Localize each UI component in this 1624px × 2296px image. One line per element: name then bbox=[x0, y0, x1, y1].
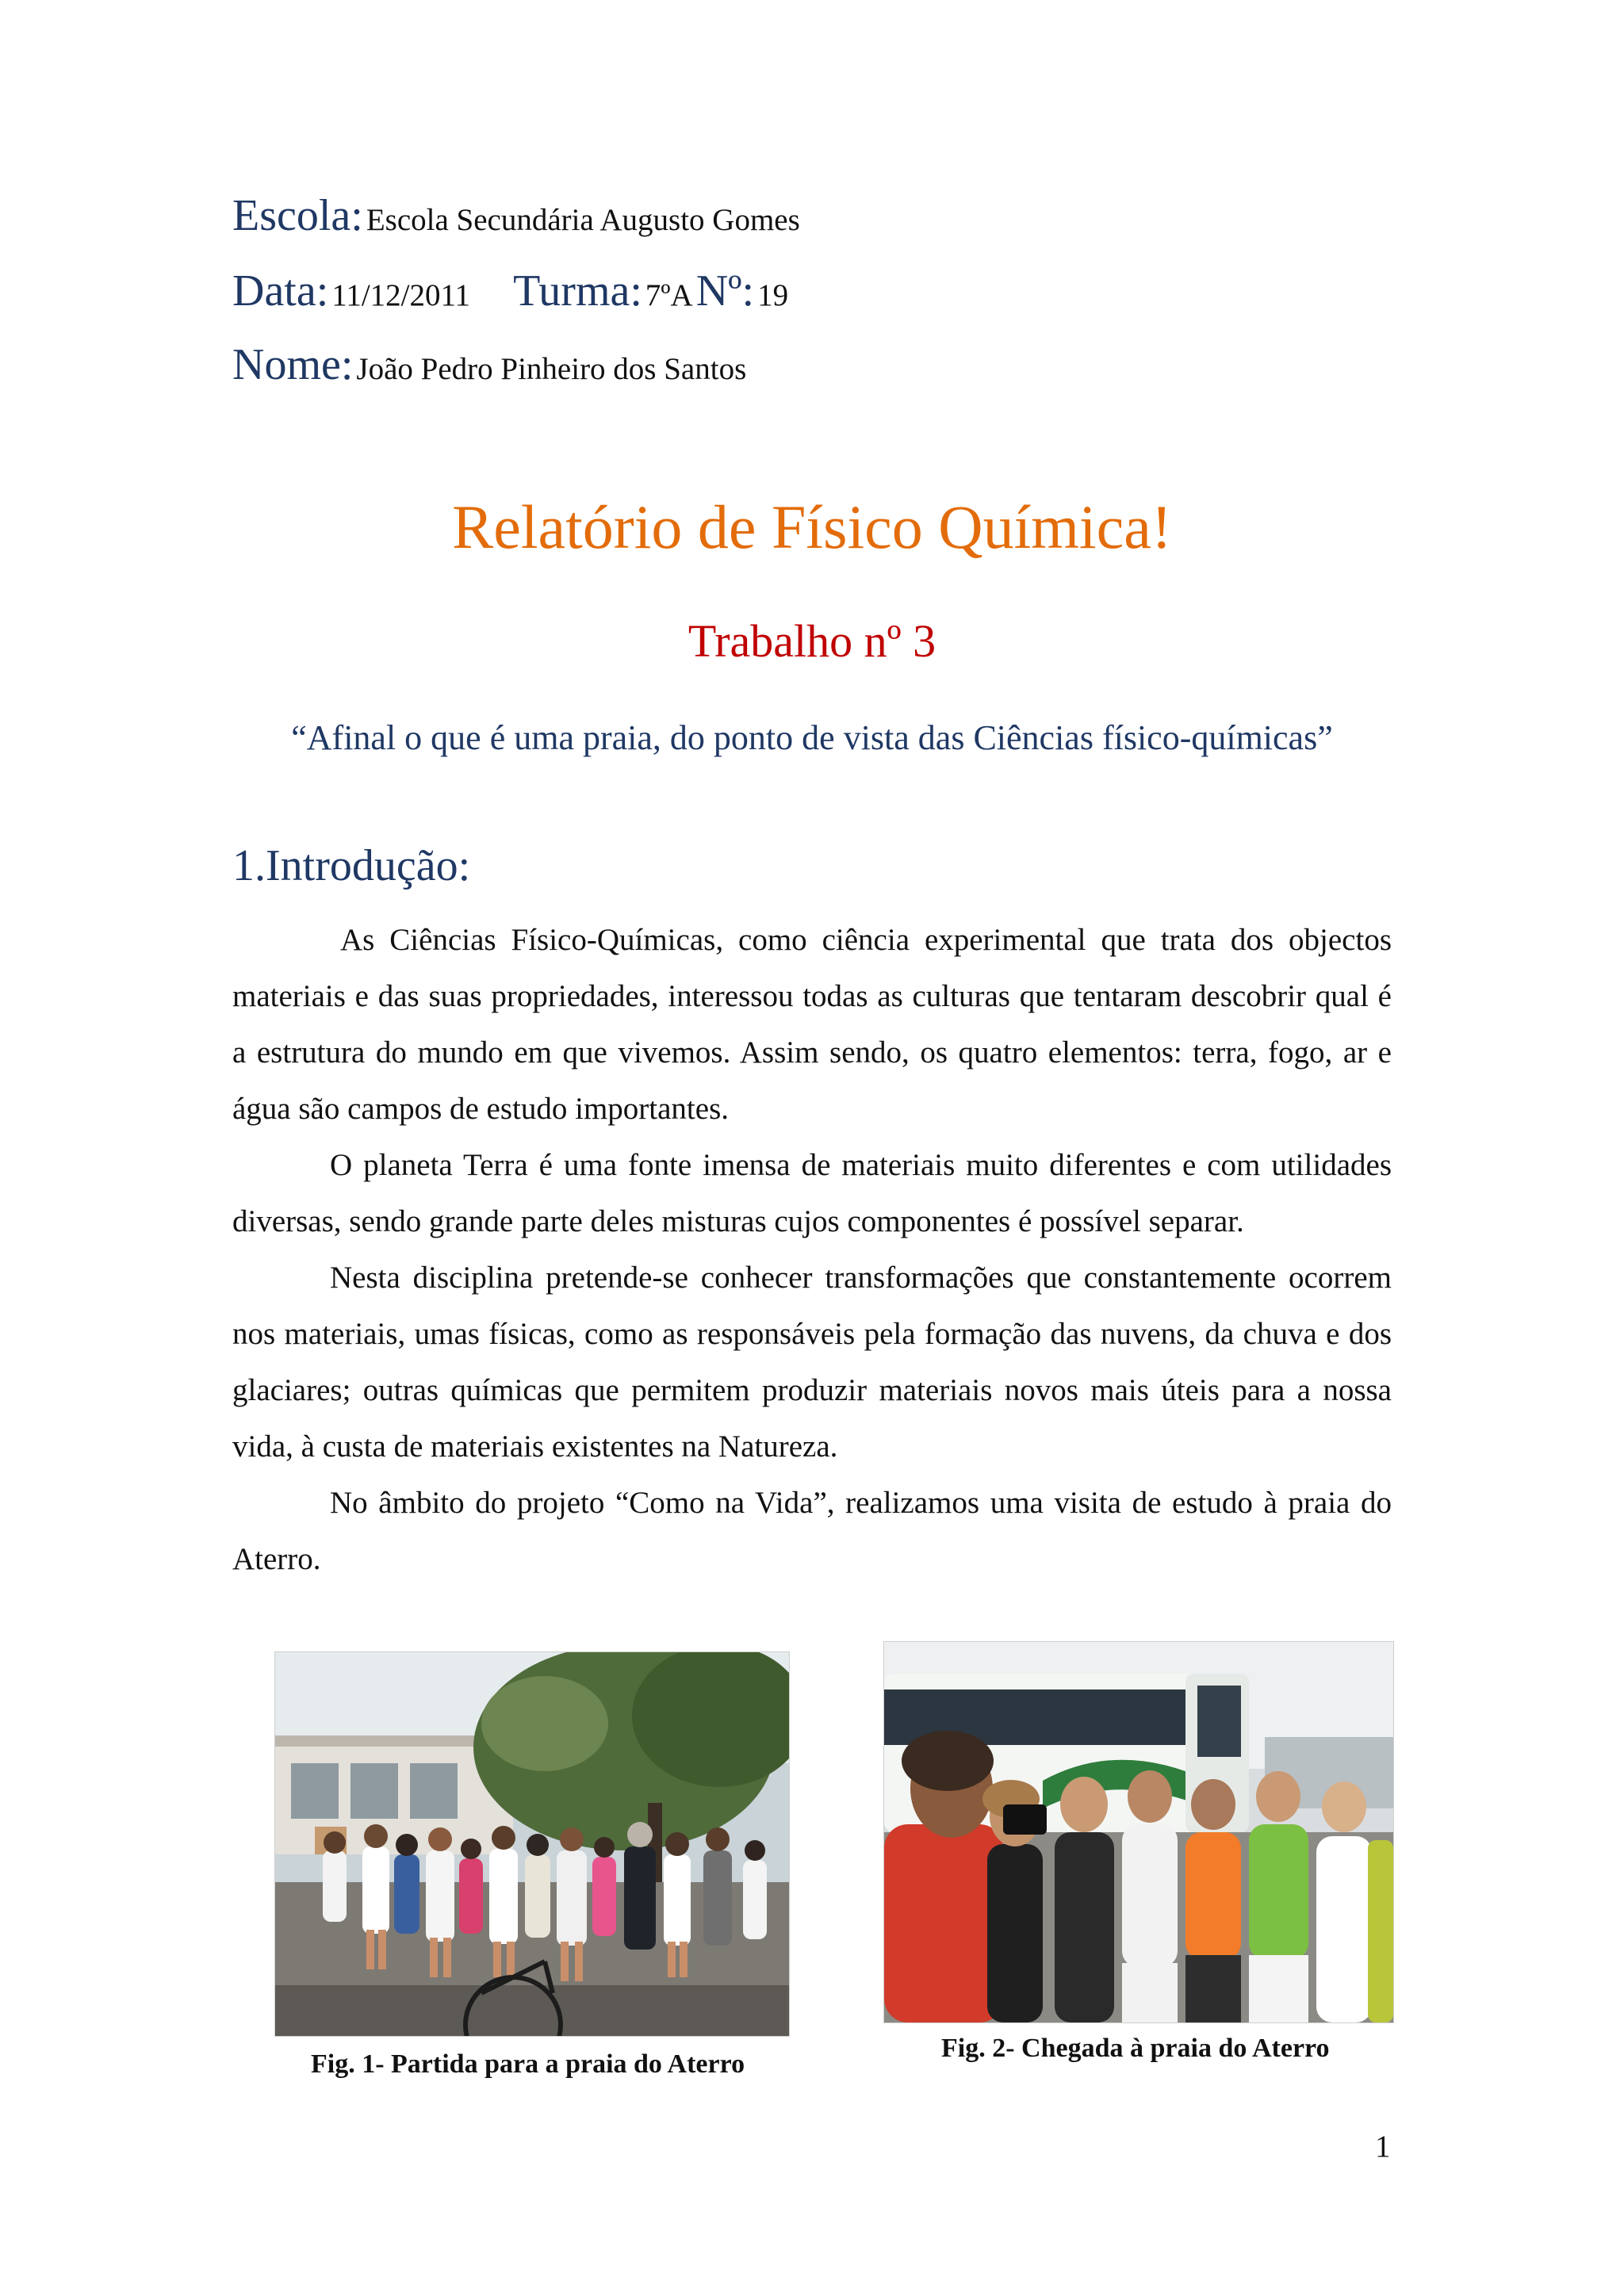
paragraph: O planeta Terra é uma fonte imensa de materiais muito diferentes e com utilidades diversas, sendo grande parte deles misturas cujos componentes é possível separar. bbox=[232, 1148, 1392, 1238]
figure-1-photo bbox=[274, 1651, 790, 2037]
paragraph: Nesta disciplina pretende-se conhecer transformações que constantemente ocorrem nos materiais, umas físicas, como as responsáveis pela formação das nuvens, da chuva e dos glaciares; outras químicas que permitem produzir materiais novos mais úteis para a nossa vida, à custa de materiais existentes na Natureza. bbox=[232, 1261, 1392, 1464]
paragraph: As Ciências Físico-Químicas, como ciência experimental que trata dos objectos materiais e das suas propriedades, interessou todas as culturas que tentaram descobrir qual é a estrutura do mundo em que vivemos. Assim sendo, os quatro elementos: terra, fogo, ar e água são campos de estudo importantes. bbox=[232, 923, 1392, 1126]
name-value: João Pedro Pinheiro dos Santos bbox=[356, 352, 747, 386]
name-label: Nome: bbox=[232, 340, 354, 389]
number-value: 19 bbox=[757, 278, 789, 312]
paragraph: No âmbito do projeto “Como na Vida”, realizamos uma visita de estudo à praia do Aterro. bbox=[232, 1486, 1392, 1576]
name-line bbox=[232, 339, 746, 390]
date-class-line bbox=[232, 266, 788, 316]
school-line bbox=[232, 190, 800, 241]
figure-2-photo bbox=[883, 1641, 1394, 2023]
report-title: Relatório de Físico Química! bbox=[452, 492, 1172, 561]
report-quote: “Afinal o que é uma praia, do ponto de vista das Ciências físico-químicas” bbox=[291, 718, 1333, 757]
class-label: Turma: bbox=[513, 266, 642, 316]
figure-2-caption: Fig. 2- Chegada à praia do Aterro bbox=[941, 2034, 1330, 2063]
figure-1-caption: Fig. 1- Partida para a praia do Aterro bbox=[311, 2049, 745, 2079]
number-label: Nº: bbox=[695, 266, 755, 316]
report-subtitle: Trabalho nº 3 bbox=[688, 615, 936, 667]
date-label: Data: bbox=[232, 266, 329, 316]
school-value: Escola Secundária Augusto Gomes bbox=[366, 203, 800, 237]
section-heading: 1.Introdução: bbox=[232, 841, 471, 890]
school-label: Escola: bbox=[232, 191, 363, 240]
section-body bbox=[232, 912, 1392, 1587]
page-number: 1 bbox=[1375, 2130, 1391, 2164]
date-value: 11/12/2011 bbox=[331, 278, 471, 312]
class-value: 7ºA bbox=[645, 278, 693, 312]
